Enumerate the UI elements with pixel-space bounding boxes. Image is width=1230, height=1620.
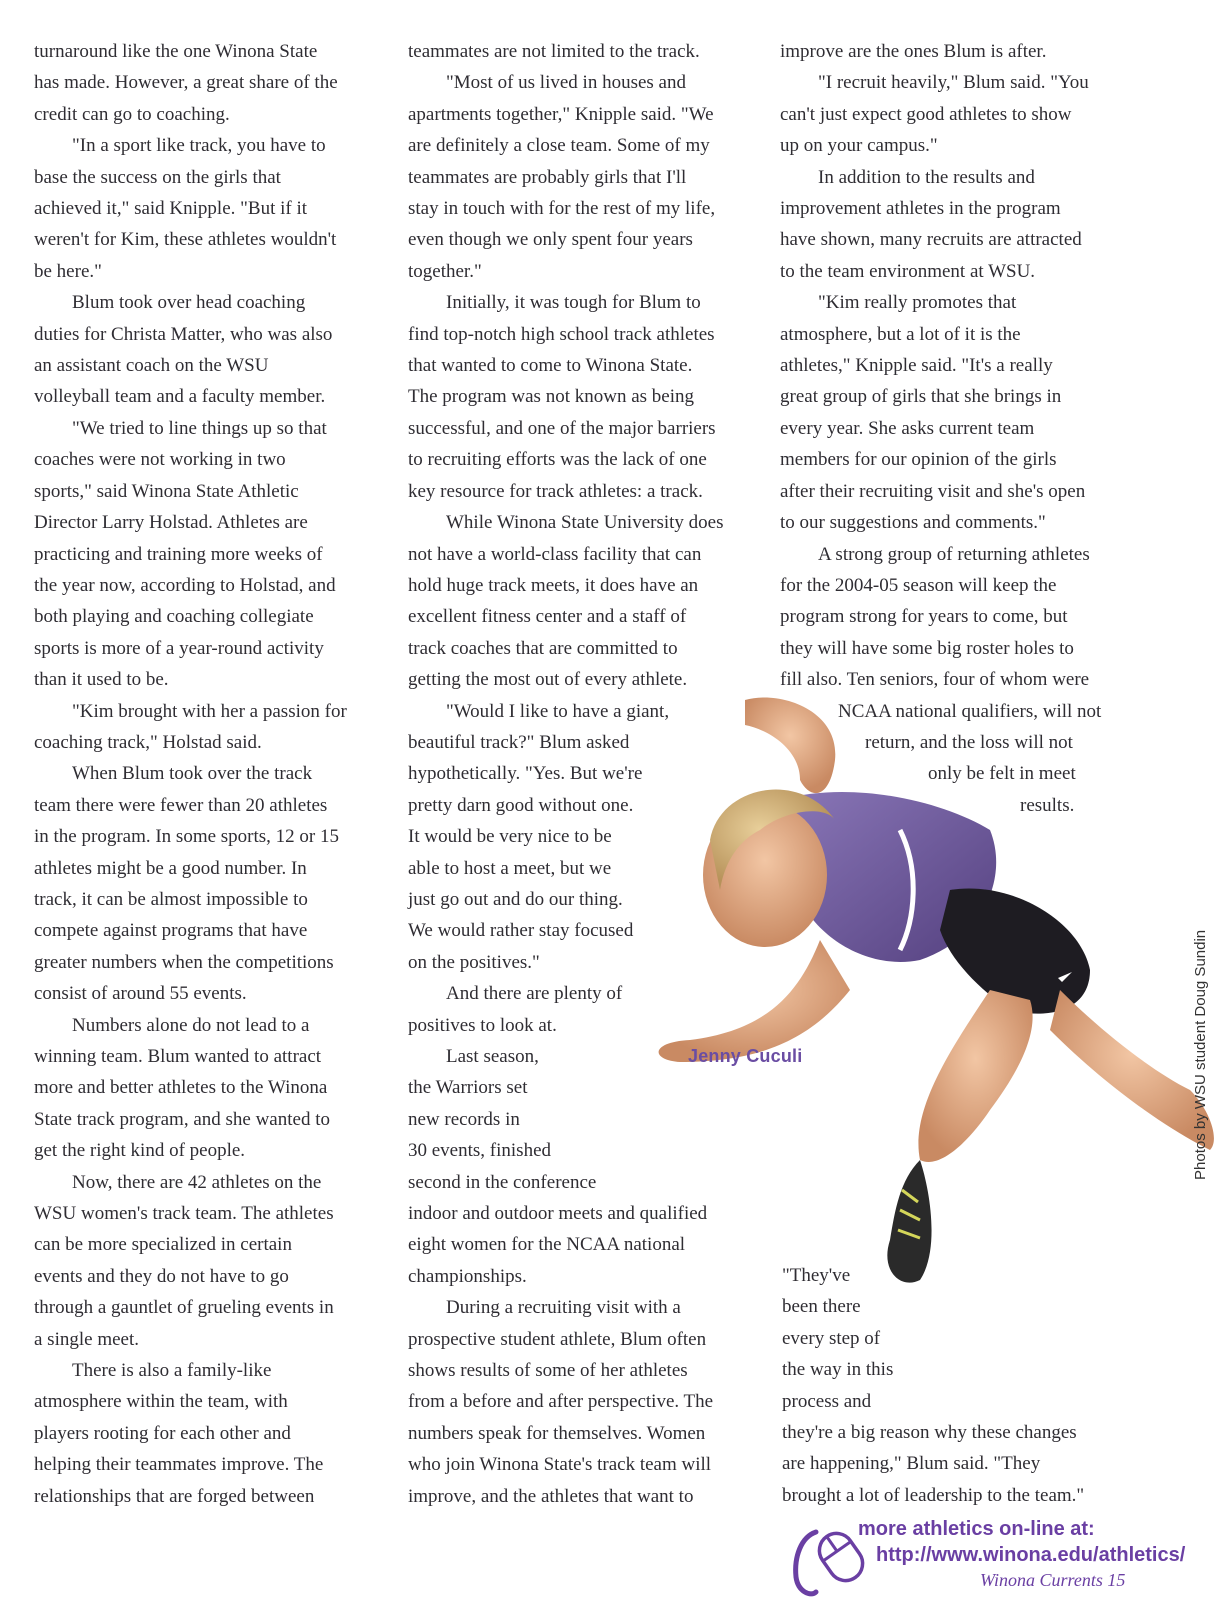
- text-line: return, and the loss will not: [865, 731, 1073, 753]
- text-line: eight women for the NCAA national: [408, 1234, 686, 1256]
- text-line: be here.": [34, 260, 102, 282]
- text-line: practicing and training more weeks of: [34, 543, 323, 565]
- text-line: "Most of us lived in houses and: [446, 72, 686, 94]
- text-line: "Kim really promotes that: [818, 292, 1017, 314]
- text-line: able to host a meet, but we: [408, 857, 612, 879]
- text-line: track coaches that are committed to: [408, 637, 678, 659]
- text-line: more and better athletes to the Winona: [34, 1077, 328, 1099]
- article-column-3: [780, 36, 1130, 821]
- text-line: from a before and after perspective. The: [408, 1391, 714, 1413]
- text-line: can't just expect good athletes to show: [780, 103, 1072, 125]
- text-line: successful, and one of the major barriers: [408, 417, 716, 439]
- article-column-2: [408, 36, 763, 1512]
- text-line: can be more specialized in certain: [34, 1234, 292, 1256]
- text-line: beautiful track?" Blum asked: [408, 731, 630, 753]
- text-line: "In a sport like track, you have to: [72, 135, 326, 157]
- text-line: pretty darn good without one.: [408, 794, 634, 816]
- text-line: to our suggestions and comments.": [780, 512, 1046, 534]
- text-line: together.": [408, 260, 482, 282]
- text-line: During a recruiting visit with a: [446, 1297, 681, 1319]
- text-line: than it used to be.: [34, 669, 169, 691]
- text-line: in the program. In some sports, 12 or 15: [34, 826, 340, 848]
- text-line: to recruiting efforts was the lack of one: [408, 449, 707, 471]
- text-line: shows results of some of her athletes: [408, 1360, 688, 1382]
- text-line: for the 2004-05 season will keep the: [780, 574, 1057, 596]
- text-line: athletes might be a good number. In: [34, 857, 307, 879]
- text-line: relationships that are forged between: [34, 1485, 315, 1507]
- text-line: Now, there are 42 athletes on the: [72, 1171, 322, 1193]
- text-line: numbers speak for themselves. Women: [408, 1422, 706, 1444]
- text-line: volleyball team and a faculty member.: [34, 386, 326, 408]
- text-line: has made. However, a great share of the: [34, 72, 338, 94]
- text-line: results.: [1020, 794, 1075, 816]
- text-line: after their recruiting visit and she's open: [780, 480, 1086, 502]
- text-line: compete against programs that have: [34, 920, 308, 942]
- text-line: members for our opinion of the girls: [780, 449, 1057, 471]
- text-line: every year. She asks current team: [780, 417, 1035, 439]
- text-line: "Kim brought with her a passion for: [72, 700, 347, 722]
- text-line: apartments together," Knipple said. "We: [408, 103, 714, 125]
- text-line: "They've: [782, 1265, 851, 1286]
- text-line: credit can go to coaching.: [34, 103, 230, 125]
- text-line: And there are plenty of: [446, 983, 623, 1005]
- text-line: greater numbers when the competitions: [34, 951, 334, 973]
- athletics-url-link[interactable]: http://www.winona.edu/athletics/: [876, 1544, 1186, 1566]
- text-line: the way in this: [782, 1359, 894, 1381]
- text-line: even though we only spent four years: [408, 229, 693, 251]
- text-line: through a gauntlet of grueling events in: [34, 1297, 334, 1319]
- text-line: only be felt in meet: [928, 763, 1076, 785]
- text-line: coaching track," Holstad said.: [34, 731, 262, 753]
- text-line: who join Winona State's track team will: [408, 1454, 712, 1476]
- text-line: they're a big reason why these changes: [782, 1422, 1077, 1444]
- text-line: key resource for track athletes: a track.: [408, 480, 703, 502]
- page-footer: Winona Currents 15: [980, 1570, 1126, 1590]
- text-line: winning team. Blum wanted to attract: [34, 1046, 322, 1067]
- text-line: excellent fitness center and a staff of: [408, 606, 687, 628]
- online-heading: more athletics on-line at:: [858, 1518, 1095, 1540]
- text-line: atmosphere, but a lot of it is the: [780, 323, 1021, 345]
- text-line: stay in touch with for the rest of my life,: [408, 198, 716, 220]
- text-line: turnaround like the one Winona State: [34, 41, 318, 62]
- text-line: Initially, it was tough for Blum to: [446, 292, 701, 314]
- text-line: find top-notch high school track athletes: [408, 323, 715, 345]
- text-line: While Winona State University does: [446, 512, 724, 534]
- article-column-1: [34, 36, 384, 1512]
- text-line: up on your campus.": [780, 135, 938, 157]
- text-line: second in the conference: [408, 1171, 597, 1193]
- text-line: are definitely a close team. Some of my: [408, 135, 710, 157]
- text-line: There is also a family-like: [72, 1360, 272, 1382]
- text-line: process and: [782, 1390, 872, 1412]
- text-line: improvement athletes in the program: [780, 198, 1061, 220]
- text-line: It would be very nice to be: [408, 826, 612, 848]
- text-line: events and they do not have to go: [34, 1265, 289, 1287]
- text-line: fill also. Ten seniors, four of whom were: [780, 669, 1090, 691]
- text-line: weren't for Kim, these athletes wouldn't: [34, 229, 337, 251]
- text-line: both playing and coaching collegiate: [34, 606, 314, 628]
- text-line: consist of around 55 events.: [34, 983, 247, 1005]
- text-line: base the success on the girls that: [34, 166, 281, 188]
- text-line: have shown, many recruits are attracted: [780, 229, 1082, 251]
- text-line: We would rather stay focused: [408, 920, 634, 942]
- text-line: helping their teammates improve. The: [34, 1454, 324, 1476]
- text-line: hypothetically. "Yes. But we're: [408, 763, 643, 785]
- text-line: program strong for years to come, but: [780, 606, 1068, 628]
- text-line: coaches were not working in two: [34, 449, 286, 471]
- text-line: players rooting for each other and: [34, 1422, 291, 1444]
- text-line: they will have some big roster holes to: [780, 637, 1074, 659]
- text-line: The program was not known as being: [408, 386, 694, 408]
- text-line: "Would I like to have a giant,: [446, 700, 670, 722]
- text-line: atmosphere within the team, with: [34, 1391, 288, 1413]
- text-line: A strong group of returning athletes: [818, 543, 1090, 565]
- text-line: "We tried to line things up so that: [72, 417, 327, 439]
- text-line: are happening," Blum said. "They: [782, 1453, 1041, 1475]
- text-line: achieved it," said Knipple. "But if it: [34, 198, 308, 220]
- text-line: athletes," Knipple said. "It's a really: [780, 355, 1053, 377]
- text-line: "I recruit heavily," Blum said. "You: [818, 72, 1089, 94]
- text-line: Numbers alone do not lead to a: [72, 1014, 310, 1036]
- text-line: getting the most out of every athlete.: [408, 669, 688, 691]
- text-line: every step of: [782, 1327, 881, 1349]
- text-line: to the team environment at WSU.: [780, 260, 1036, 282]
- text-line: sports is more of a year-round activity: [34, 637, 324, 659]
- text-line: the year now, according to Holstad, and: [34, 574, 336, 596]
- text-line: hold huge track meets, it does have an: [408, 574, 699, 596]
- text-line: duties for Christa Matter, who was also: [34, 323, 333, 345]
- text-line: teammates are not limited to the track.: [408, 41, 700, 62]
- text-line: brought a lot of leadership to the team.": [782, 1484, 1085, 1506]
- text-line: improve are the ones Blum is after.: [780, 41, 1047, 62]
- photo-credit: [1192, 890, 1216, 1180]
- text-line: championships.: [408, 1265, 527, 1287]
- text-line: just go out and do our thing.: [408, 888, 623, 910]
- text-line: Last season,: [446, 1046, 539, 1067]
- text-line: a single meet.: [34, 1328, 139, 1350]
- text-line: Blum took over head coaching: [72, 292, 306, 314]
- text-line: State track program, and she wanted to: [34, 1108, 330, 1130]
- photo-caption: Jenny Cuculi: [688, 1046, 803, 1066]
- text-line: the Warriors set: [408, 1077, 528, 1099]
- text-line: new records in: [408, 1108, 520, 1130]
- article-column-3-quote: [782, 1260, 1142, 1511]
- text-line: been there: [782, 1296, 861, 1318]
- text-line: great group of girls that she brings in: [780, 386, 1062, 408]
- text-line: that wanted to come to Winona State.: [408, 355, 693, 377]
- text-line: prospective student athlete, Blum often: [408, 1328, 707, 1350]
- text-line: get the right kind of people.: [34, 1140, 246, 1162]
- text-line: not have a world-class facility that can: [408, 543, 702, 565]
- photo-credit-text: Photos by WSU student Doug Sundin: [1192, 929, 1209, 1180]
- text-line: When Blum took over the track: [72, 763, 313, 785]
- text-line: NCAA national qualifiers, will not: [838, 700, 1102, 722]
- text-line: In addition to the results and: [818, 166, 1035, 188]
- text-line: teammates are probably girls that I'll: [408, 166, 687, 188]
- text-line: 30 events, finished: [408, 1140, 552, 1162]
- text-line: team there were fewer than 20 athletes: [34, 794, 328, 816]
- text-line: sports," said Winona State Athletic: [34, 480, 299, 502]
- text-line: Director Larry Holstad. Athletes are: [34, 512, 308, 534]
- text-line: WSU women's track team. The athletes: [34, 1203, 334, 1225]
- text-line: track, it can be almost impossible to: [34, 888, 308, 910]
- text-line: on the positives.": [408, 951, 540, 973]
- text-line: an assistant coach on the WSU: [34, 355, 269, 377]
- text-line: improve, and the athletes that want to: [408, 1485, 694, 1507]
- text-line: positives to look at.: [408, 1014, 557, 1036]
- text-line: indoor and outdoor meets and qualified: [408, 1203, 708, 1225]
